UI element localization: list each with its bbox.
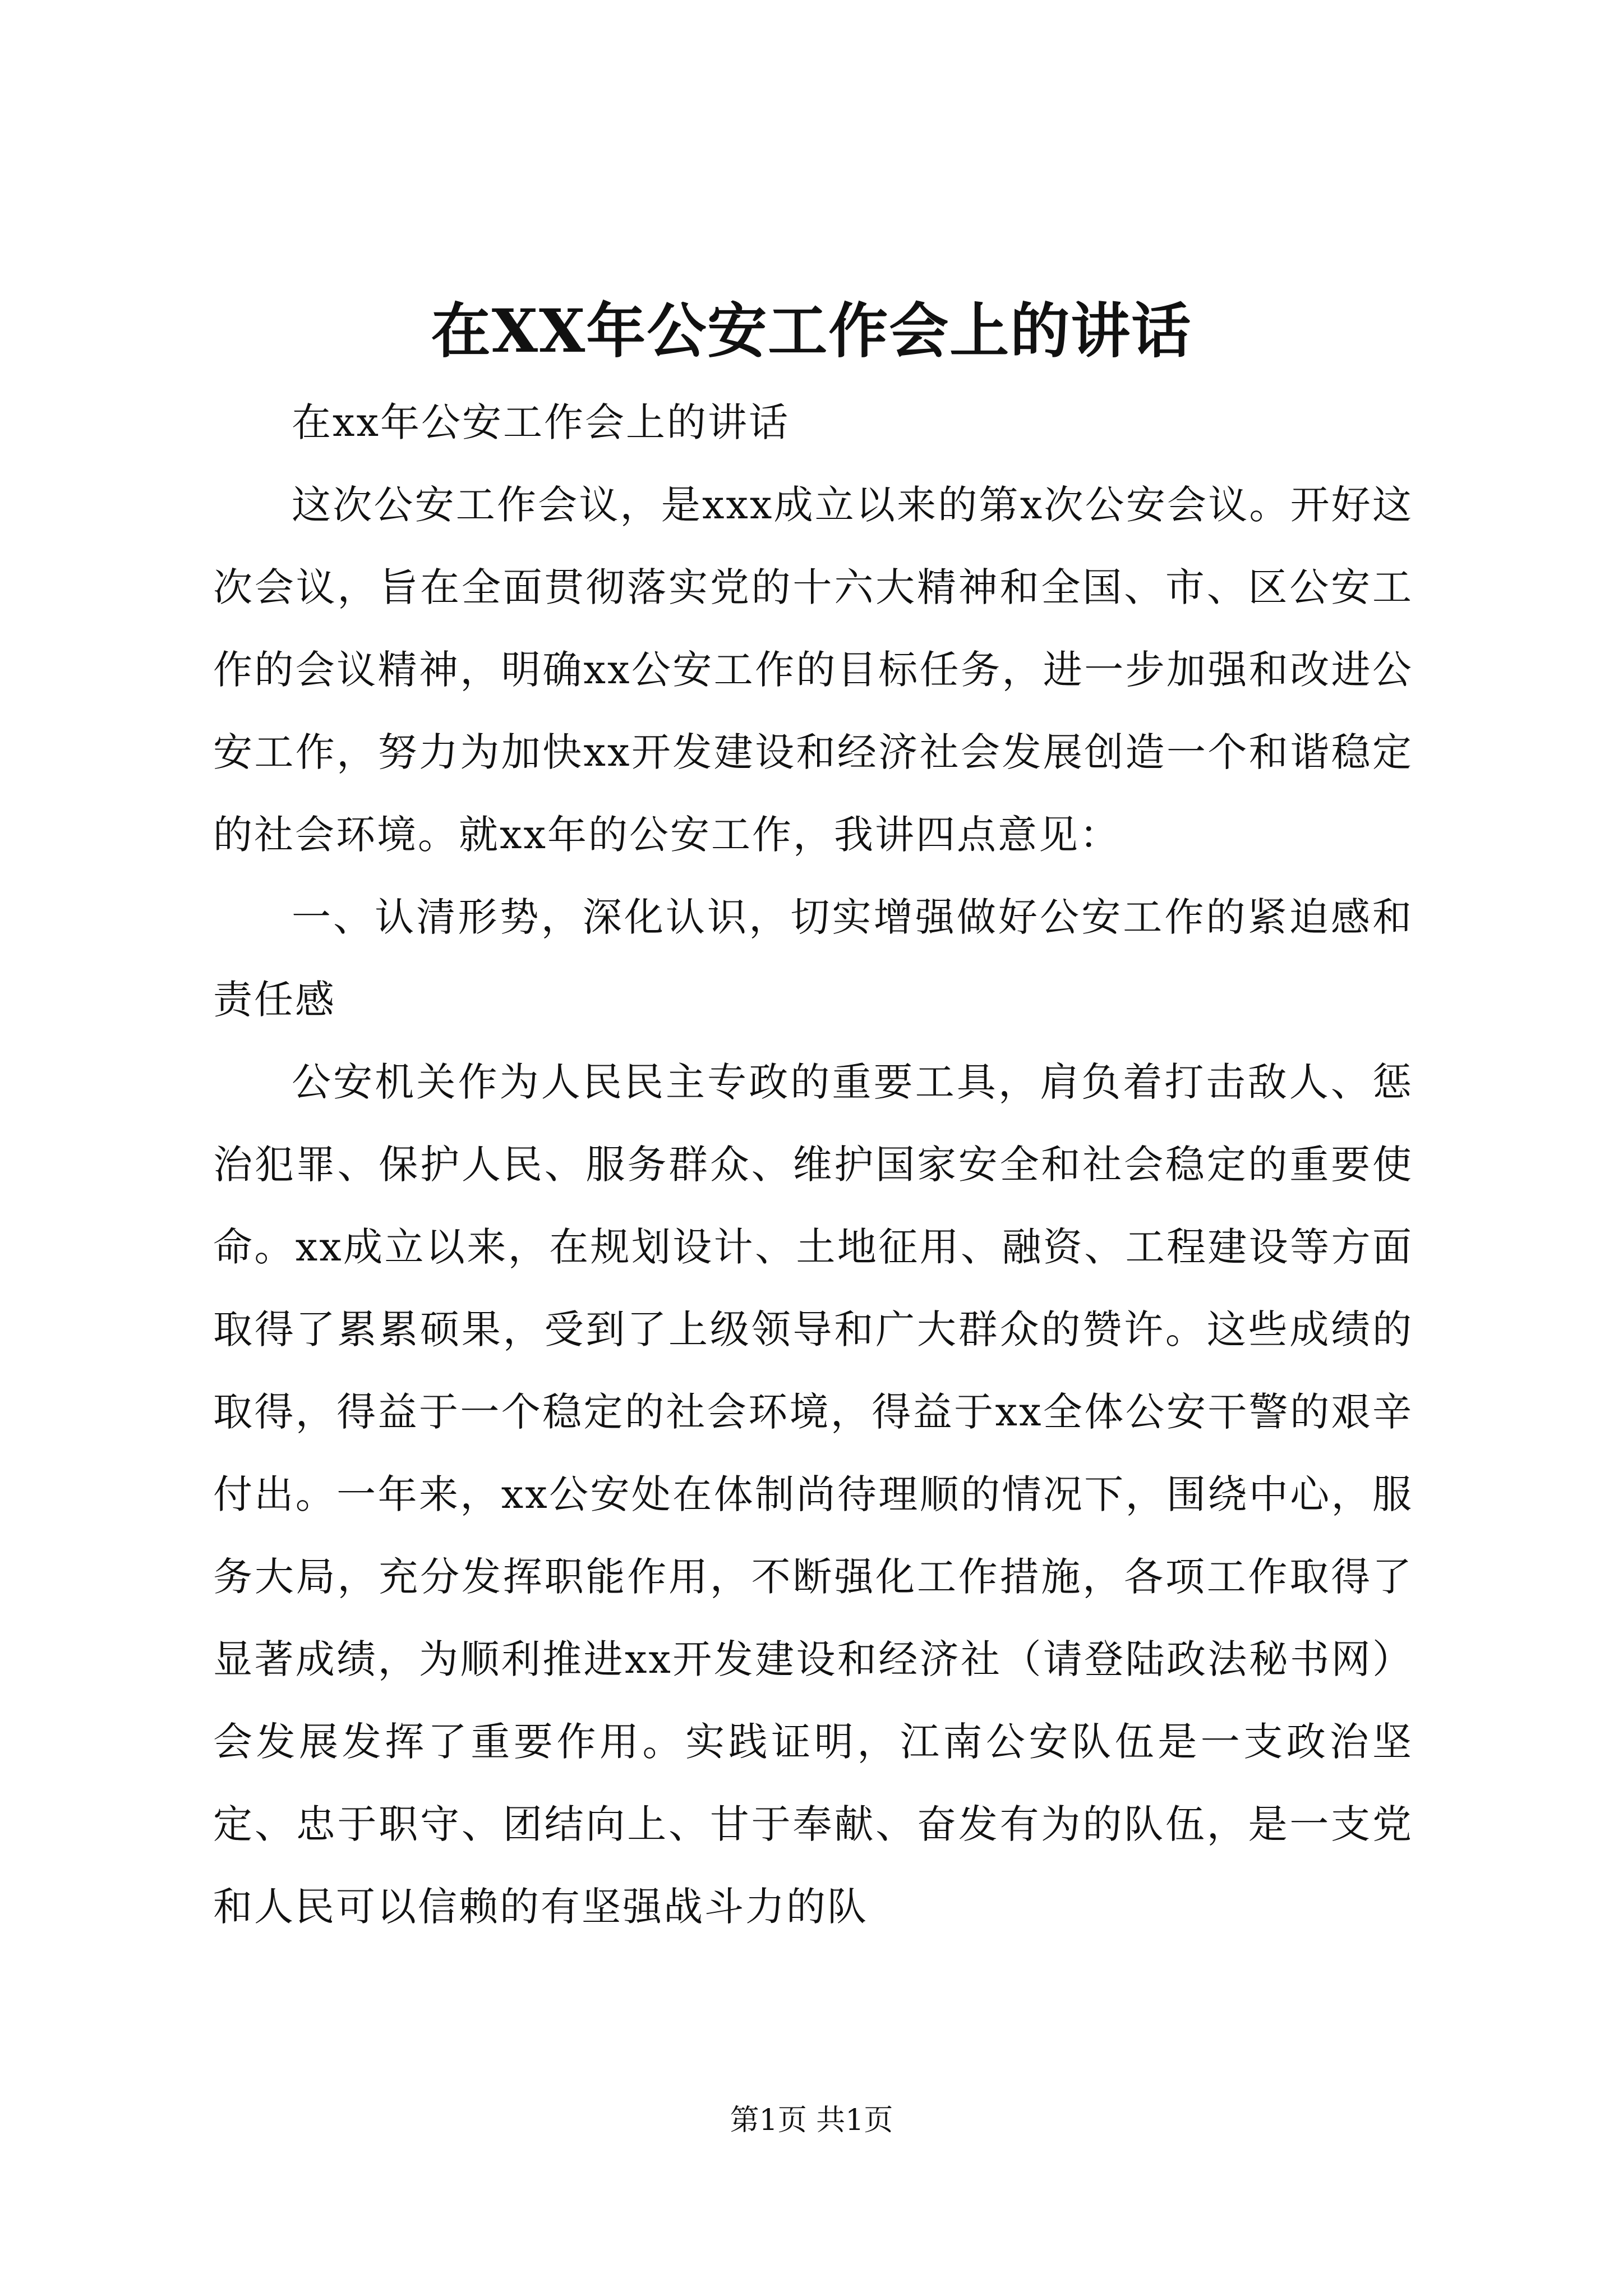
paragraph-body-1: 公安机关作为人民民主专政的重要工具，肩负着打击敌人、惩治犯罪、保护人民、服务群众、维护国家安全和社会稳定的重要使命。xx成立以来，在规划设计、土地征用、融资、工程建设等方面取得了累累硕果，受到了上级领导和广大群众的赞许。这些成绩的取得，得益于一个稳定的社会环境，得益于xx全体公安干警的艰辛付出。一年来，xx公安处在体制尚待理顺的情况下，围绕中心，服务大局，充分发挥职能作用，不断强化工作措施，各项工作取得了显著成绩，为顺利推进xx开发建设和经济社（请登陆政法秘书网）会发展发挥了重要作用。实践证明，江南公安队伍是一支政治坚定、忠于职守、团结向上、甘于奉献、奋发有为的队伍，是一支党和人民可以信赖的有坚强战斗力的队 [213, 1059, 1413, 1930]
paragraph-intro: 这次公安工作会议，是xxx成立以来的第x次公安会议。开好这次会议，旨在全面贯彻落实党的十六大精神和全国、市、区公安工作的会议精神，明确xx公安工作的目标任务，进一步加强和改进公安工作，努力为加快xx开发建设和经济社会发展创造一个和谐稳定的社会环境。就xx年的公安工作，我讲四点意见： [213, 482, 1413, 858]
document-body [213, 381, 1413, 1948]
document-title: 在XX年公安工作会上的讲话 [431, 296, 1192, 366]
paragraph-subtitle: 在xx年公安工作会上的讲话 [292, 399, 790, 445]
paragraph-heading-1: 一、认清形势，深化认识，切实增强做好公安工作的紧迫感和责任感 [213, 894, 1413, 1023]
page-footer: 第1页 共1页 [730, 2104, 893, 2137]
